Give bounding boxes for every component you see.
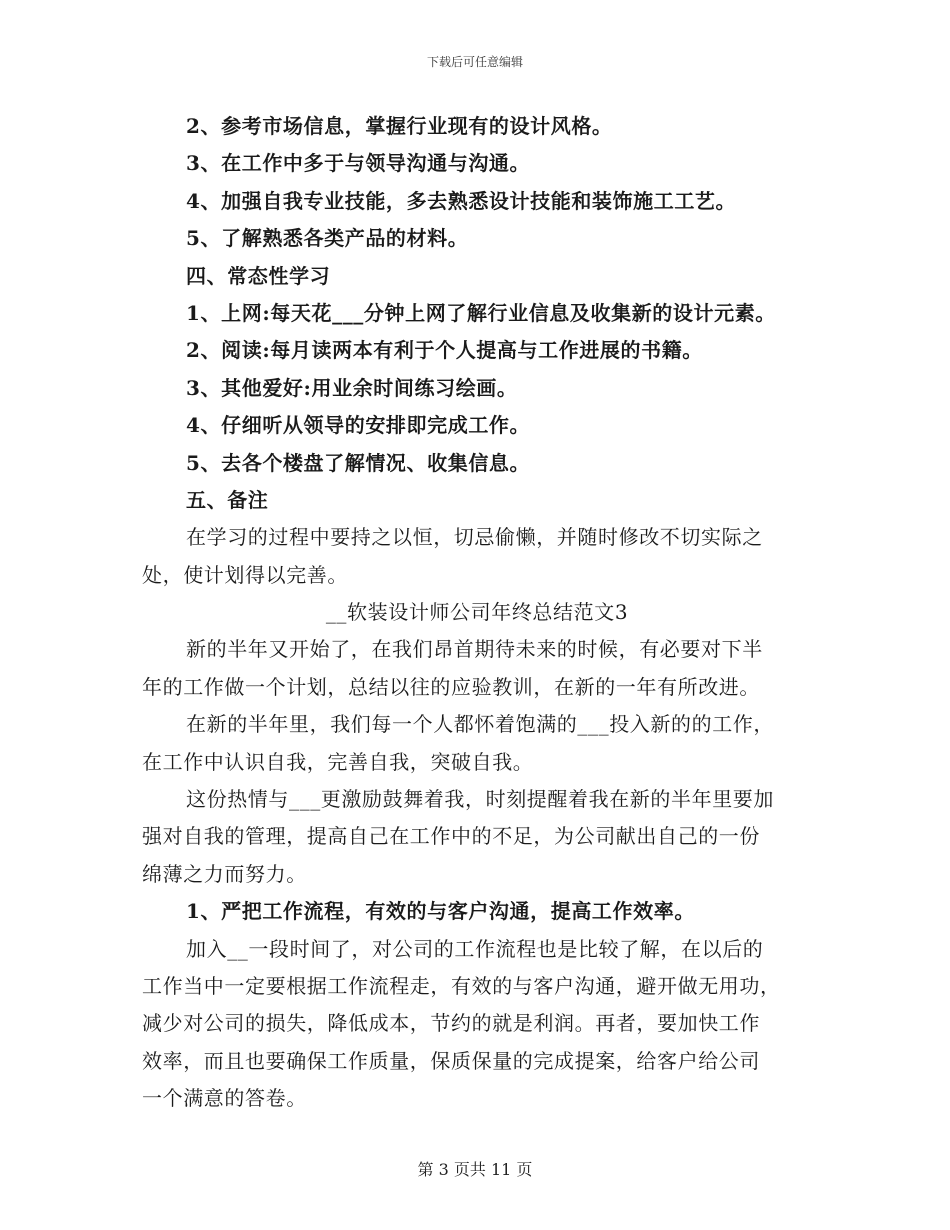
text-line: 处，使计划得以完善。 [142,562,348,587]
text-line: 4、加强自我专业技能，多去熟悉设计技能和装饰施工工艺。 [186,188,737,213]
text-line: 这份热情与___更激励鼓舞着我，时刻提醒着我在新的半年里要加 [186,787,774,812]
text-line: 一个满意的答卷。 [142,1086,307,1111]
text-line: 绵薄之力而努力。 [142,861,307,886]
text-line: 五、备注 [186,487,269,512]
text-line: 5、去各个楼盘了解情况、收集信息。 [186,450,531,475]
text-line: 3、其他爱好:用业余时间练习绘画。 [186,375,518,400]
section-title: __软装设计师公司年终总结范文3 [325,600,629,625]
text-line: 2、参考市场信息，掌握行业现有的设计风格。 [186,114,613,138]
text-line: 新的半年又开始了，在我们昂首期待未来的时候，有必要对下半 [186,637,763,662]
text-line: 效率，而且也要确保工作质量，保质保量的完成提案，给客户给公司 [142,1048,760,1073]
text-line: 减少对公司的损失，降低成本，节约的就是利润。再者，要加快工作 [142,1011,760,1036]
text-line: 1、上网:每天花___分钟上网了解行业信息及收集新的设计元素。 [186,300,776,325]
text-line: 1、严把工作流程，有效的与客户沟通，提高工作效率。 [186,899,695,924]
text-line: 2、阅读:每月读两本有利于个人提高与工作进展的书籍。 [186,338,703,363]
text-line: 3、在工作中多于与领导沟通与沟通。 [186,151,531,176]
document-body [142,108,812,1118]
page-footer: 第 3 页共 11 页 [417,1160,533,1179]
text-line: 加入__一段时间了，对公司的工作流程也是比较了解，在以后的 [186,936,764,961]
text-line: 在工作中认识自我，完善自我，突破自我。 [142,749,534,774]
page-header: 下载后可任意编辑 [426,55,523,69]
text-line: 在新的半年里，我们每一个人都怀着饱满的___投入新的的工作， [186,712,774,737]
text-line: 工作当中一定要根据工作流程走，有效的与客户沟通，避开做无用功， [142,973,781,998]
text-line: 强对自我的管理，提高自己在工作中的不足，为公司献出自己的一份 [142,824,760,849]
text-line: 5、了解熟悉各类产品的材料。 [186,226,469,251]
text-line: 年的工作做一个计划，总结以往的应验教训，在新的一年有所改进。 [142,674,760,699]
text-line: 4、仔细听从领导的安排即完成工作。 [186,413,531,438]
text-line: 四、常态性学习 [186,263,331,288]
text-line: 在学习的过程中要持之以恒，切忌偷懒，并随时修改不切实际之 [186,525,763,550]
